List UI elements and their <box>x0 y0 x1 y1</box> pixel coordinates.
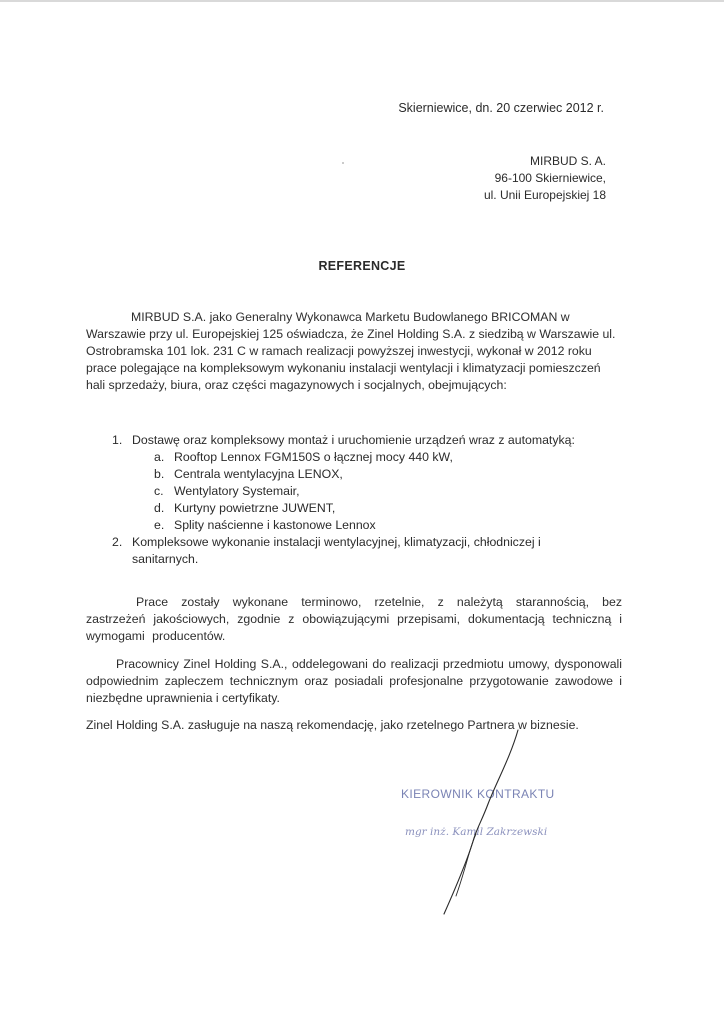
sub-text: Wentylatory Systemair, <box>174 484 300 498</box>
quality-paragraph: Prace zostały wykonane terminowo, rzetelnie, z należytą starannością, bez zastrzeżeń jakościowych, zgodnie z obowiązującymi przepisami, dokumentacją techniczną i wymogami producentów. <box>86 595 622 643</box>
sub-letter: c. <box>154 484 164 498</box>
place-and-date: Skierniewice, dn. 20 czerwiec 2012 r. <box>398 101 604 115</box>
sub-text: Kurtyny powietrzne JUWENT, <box>174 501 336 515</box>
list-text: Dostawę oraz kompleksowy montaż i uruchomienie urządzeń wraz z automatyką: <box>132 433 575 447</box>
list-number: 1. <box>112 433 123 447</box>
stamp-name: mgr inż. Kamil Zakrzewski <box>405 826 548 838</box>
staff-paragraph: Pracownicy Zinel Holding S.A., oddelegowani do realizacji przedmiotu umowy, dysponowali odpowiednim zapleczem technicznym oraz posiadali profesjonalne przygotowanie zawodowe i niezbędne uprawnienia i certyfikaty. <box>86 657 622 705</box>
recipient-city: 96-100 Skierniewice, <box>494 171 606 185</box>
sub-text: Rooftop Lennox FGM150S o łącznej mocy 440 kW, <box>174 450 453 464</box>
recommendation-paragraph: Zinel Holding S.A. zasługuje na naszą rekomendację, jako rzetelnego Partnera w biznesie. <box>86 718 579 732</box>
document-title: REFERENCJE <box>318 259 406 273</box>
list-text-line1: Kompleksowe wykonanie instalacji wentylacyjnej, klimatyzacji, chłodniczej i <box>132 535 541 549</box>
sub-text: Centrala wentylacyjna LENOX, <box>174 467 343 481</box>
signature <box>430 728 530 920</box>
sub-text: Splity naścienne i kastonowe Lennox <box>174 518 376 532</box>
sub-letter: b. <box>154 467 165 481</box>
recipient-street: ul. Unii Europejskiej 18 <box>483 188 606 202</box>
sub-letter: d. <box>154 501 165 515</box>
recipient-name: MIRBUD S. A. <box>529 154 606 168</box>
scan-speck <box>342 162 344 164</box>
intro-paragraph: MIRBUD S.A. jako Generalny Wykonawca Marketu Budowlanego BRICOMAN w Warszawie przy ul. Europejskiej 125 oświadcza, że Zinel Holding S.A. z siedzibą w Warszawie ul. Ostrobramska 101 lok. 231 C w ramach realizacji powyższej inwestycji, wykonał w 2012 roku prace polegające na kompleksowym wykonaniu instalacji wentylacji i klimatyzacji pomieszczeń hali sprzedaży, biura, oraz części magazynowych i socjalnych, obejmujących: <box>86 310 616 392</box>
sub-letter: a. <box>154 450 165 464</box>
sub-letter: e. <box>154 518 165 532</box>
stamp-title: KIEROWNIK KONTRAKTU <box>401 787 555 801</box>
list-number: 2. <box>112 535 123 549</box>
page-top-edge <box>0 0 724 2</box>
list-text-line2: sanitarnych. <box>132 552 199 566</box>
